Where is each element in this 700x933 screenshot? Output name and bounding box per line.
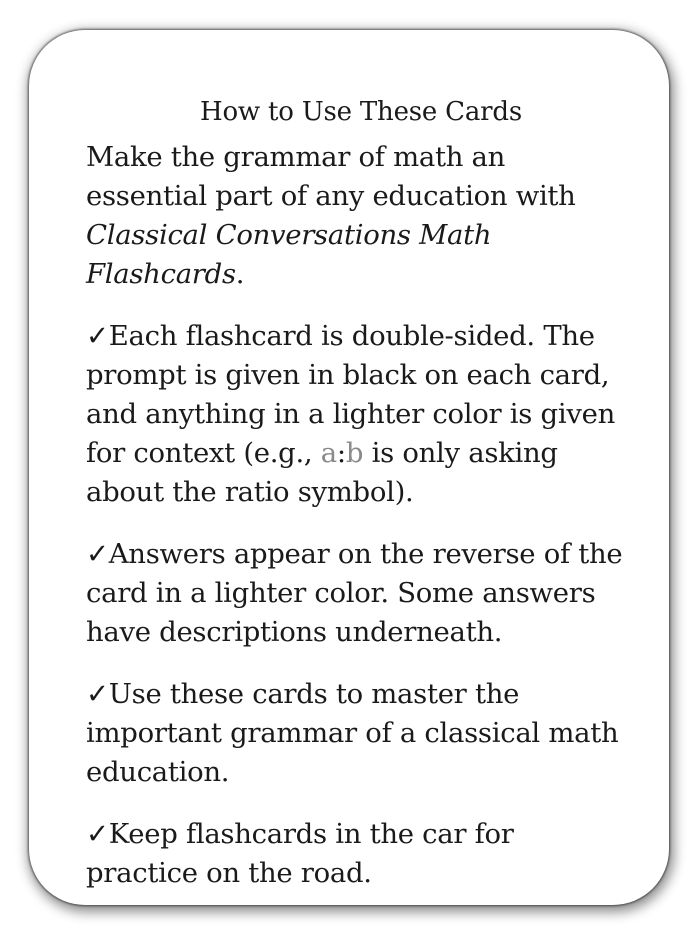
card-title: How to Use These Cards <box>200 97 522 127</box>
checkmark-icon: ✓ <box>86 818 109 850</box>
intro-text: Make the grammar of math an essential part of any education with <box>86 141 576 212</box>
example-b: b <box>345 437 364 469</box>
intro-paragraph <box>86 138 626 294</box>
list-item <box>86 317 626 512</box>
item-text: Use these cards to master the important grammar of a classical math education. <box>86 678 619 788</box>
item-text: Each flashcard is double-sided. The prompt is given in black on each card, and anything in a lighter color is given for context (e.g., <box>86 320 615 469</box>
intro-period: . <box>235 258 245 290</box>
card-content <box>86 94 626 893</box>
item-text-end: is only asking about the ratio symbol). <box>86 437 558 508</box>
example-a: a <box>320 437 337 469</box>
example-colon: : <box>336 437 346 469</box>
list-item <box>86 675 626 792</box>
item-text: Keep flashcards in the car for practice on the road. <box>86 818 514 889</box>
checkmark-icon: ✓ <box>86 320 109 352</box>
list-item <box>86 535 626 652</box>
instruction-card <box>29 30 669 905</box>
checkmark-icon: ✓ <box>86 678 109 710</box>
item-text: Answers appear on the reverse of the card in a lighter color. Some answers have descriptions underneath. <box>86 538 623 648</box>
product-name: Classical Conversations Math Flashcards <box>86 219 492 290</box>
checkmark-icon: ✓ <box>86 538 109 570</box>
list-item <box>86 815 626 893</box>
